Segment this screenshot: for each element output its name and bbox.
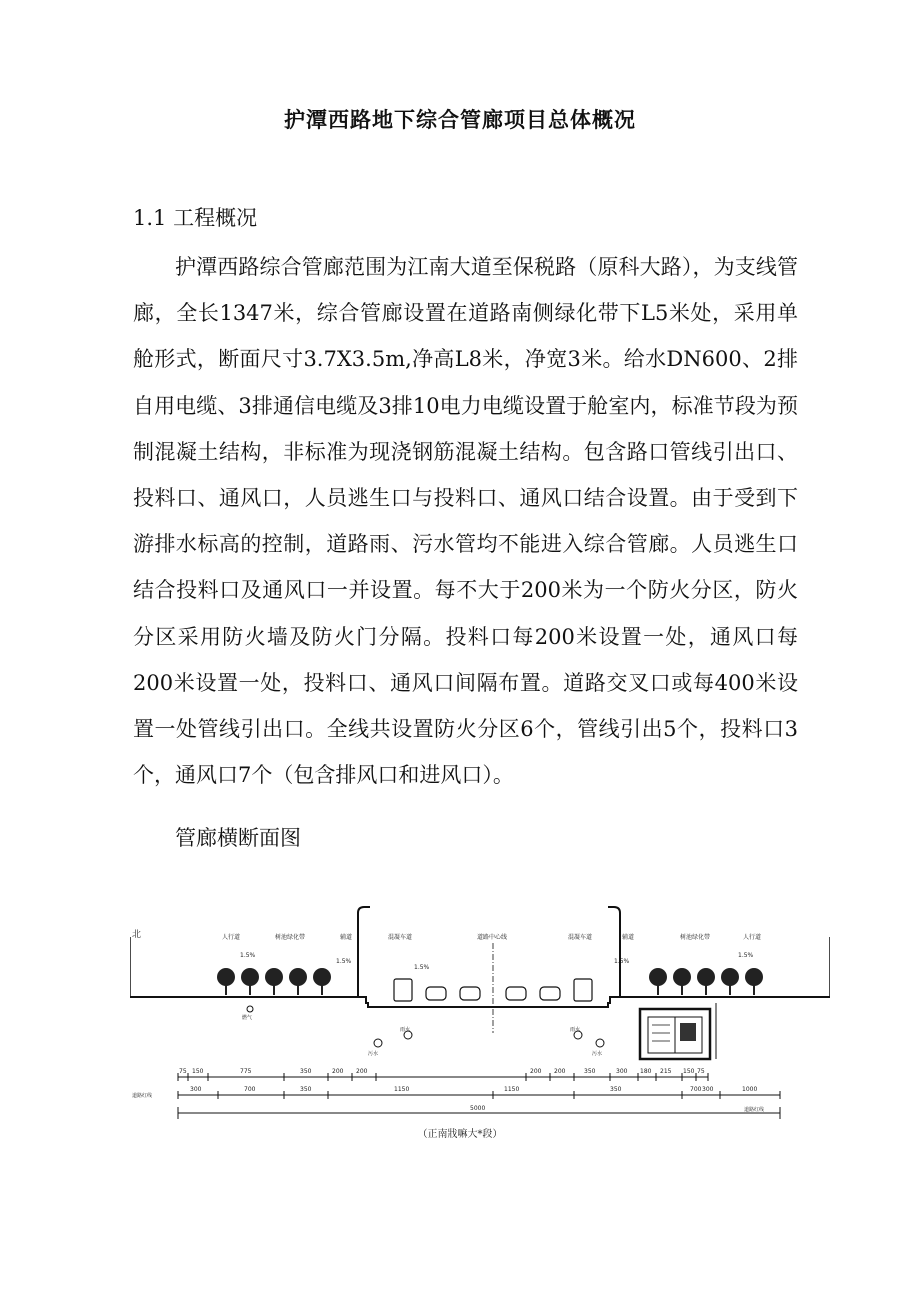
zone-label-9: 人行道 [743,934,762,941]
dim-label: 350 [300,1068,312,1075]
tree-icon-group [217,968,763,995]
dim-label: 775 [240,1068,252,1075]
dim-label: 1150 [504,1086,520,1093]
dim-label: 700 [244,1086,256,1093]
dim-label: 75 [179,1068,187,1075]
pipe-label: 燃气 [242,1015,253,1021]
slope-label: 1.5% [414,964,430,971]
north-mark: 北 [132,930,142,940]
zone-label-6: 混凝车道 [568,934,593,941]
cross-section-drawing [130,905,830,1145]
dim-label: 200 [530,1068,542,1075]
zone-label-8: 树池绿化带 [680,934,711,941]
dim-label: 1150 [394,1086,410,1093]
zone-label-5: 道路中心线 [477,934,508,941]
zone-label-3: 辅道 [340,934,353,941]
dim-label: 150 [683,1068,695,1075]
document-title: 护潭西路地下综合管廊项目总体概况 [284,107,636,132]
dim-label: 215 [660,1068,672,1075]
dim-label: 700 [690,1086,702,1093]
total-width-label: 5000 [470,1105,486,1112]
pipe-label: 污水 [592,1051,603,1057]
dim-label: 300 [702,1086,714,1093]
left-boundary-label: 道路红线 [132,1093,153,1099]
section-note: （正南戕嘛大*段） [417,1129,503,1140]
zone-label-7: 辅道 [622,934,635,941]
pipe-label: 雨水 [400,1027,411,1033]
zone-label-4: 混凝车道 [388,934,413,941]
slope-label: 1.5% [336,958,352,965]
slope-label: 1.5% [240,952,256,959]
dim-label: 350 [300,1086,312,1093]
dim-label: 150 [192,1068,204,1075]
dim-label: 300 [616,1068,628,1075]
utility-tunnel-box [640,1003,716,1059]
dim-label: 200 [356,1068,368,1075]
slope-label: 1.5% [738,952,754,959]
dim-label: 350 [584,1068,596,1075]
dim-label: 200 [332,1068,344,1075]
pipe-label: 雨水 [570,1027,581,1033]
zone-label-1: 人行道 [222,934,241,941]
slope-label: 1.5% [614,958,630,965]
dim-label: 180 [640,1068,652,1075]
dim-label: 350 [610,1086,622,1093]
ground-line [130,997,830,1007]
right-boundary-label: 道路红线 [744,1107,765,1113]
section-heading: 1.1 工程概况 [133,206,258,230]
dim-label: 300 [190,1086,202,1093]
pipe-label: 污水 [368,1051,379,1057]
dim-label: 200 [554,1068,566,1075]
dim-label: 75 [697,1068,705,1075]
zone-label-2: 树池绿化带 [275,934,306,941]
body-paragraph: 护潭西路综合管廊范围为江南大道至保税路（原科大路），为支线管廊，全长1347米，综合管廊设置在道路南侧绿化带下L5米处，采用单舱形式，断面尺寸3.7X3.5m,净高L8米，净宽3米。给水DN600、2排自用电缆、3排通信电缆及3排10电力电缆设置于舱室内，标准节段为预制混凝土结构，非标准为现浇钢筋混凝土结构。包含路口管线引出口、投料口、通风口，人员逃生口与投料口、通风口结合设置。由于受到下游排水标高的控制，道路雨、污水管均不能进入综合管廊。人员逃生口结合投料口及通风口一并设置。每不大于200米为一个防火分区，防火分区采用防火墙及防火门分隔。投料口每200米设置一处，通风口每200米设置一处，投料口、通风口间隔布置。道路交叉口或每400米设置一处管线引出口。全线共设置防火分区6个，管线引出5个，投料口3个，通风口7个（包含排风口和进风口）。 [133,255,798,788]
dim-label: 1000 [742,1086,758,1093]
pipe-icon-group [247,1006,604,1047]
figure-caption: 管廊横断面图 [175,826,301,850]
